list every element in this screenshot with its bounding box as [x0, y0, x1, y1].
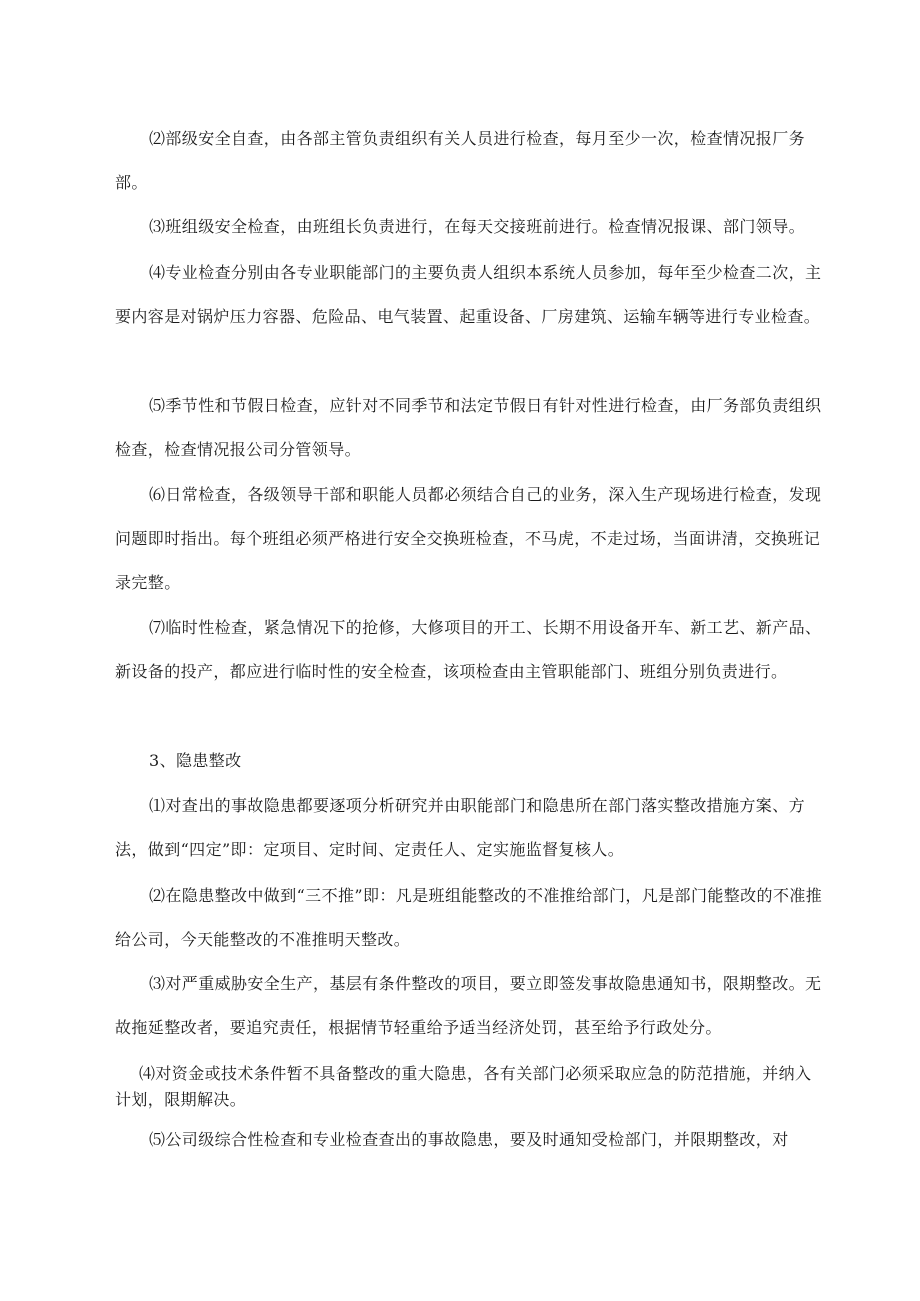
- paragraph-temporary-inspection: ⑺临时性检查，紧急情况下的抢修，大修项目的开工、长期不用设备开车、新工艺、新产品、新设备的投产，都应进行临时性的安全检查，该项检查由主管职能部门、班组分别负责进行。: [115, 618, 822, 681]
- paragraph-three-no-push: ⑵在隐患整改中做到“三不推”即：凡是班组能整改的不准推给部门，凡是部门能整改的不准推给公司，今天能整改的不准推明天整改。: [115, 886, 823, 949]
- paragraph-daily-inspection: ⑹日常检查，各级领导干部和职能人员都必须结合自己的业务，深入生产现场进行检查，发现问题即时指出。每个班组必须严格进行安全交换班检查，不马虎，不走过场，当面讲清，交换班记录完整。: [115, 485, 822, 592]
- paragraph-major-hazard: ⑷对资金或技术条件暂不具备整改的重大隐患，各有关部门必须采取应急的防范措施，并纳入计划，限期解决。: [115, 1064, 812, 1109]
- paragraph-professional-inspection: ⑷专业检查分别由各专业职能部门的主要负责人组织本系统人员参加，每年至少检查二次，主要内容是对锅炉压力容器、危险品、电气装置、起重设备、厂房建筑、运输车辆等进行专业检查。: [115, 263, 822, 326]
- section-heading-hazard-rectification: 3、隐患整改: [149, 751, 242, 770]
- paragraph-company-inspection: ⑸公司级综合性检查和专业检查查出的事故隐患，要及时通知受检部门，并限期整改，对: [149, 1130, 789, 1149]
- paragraph-seasonal-inspection: ⑸季节性和节假日检查，应针对不同季节和法定节假日有针对性进行检查，由厂务部负责组织检查，检查情况报公司分管领导。: [115, 396, 822, 459]
- paragraph-four-fixed: ⑴对查出的事故隐患都要逐项分析研究并由职能部门和隐患所在部门落实整改措施方案、方法，做到“四定”即：定项目、定时间、定责任人、定实施监督复核人。: [115, 796, 806, 859]
- paragraph-department-self-inspection: ⑵部级安全自查，由各部主管负责组织有关人员进行检查，每月至少一次，检查情况报厂务部。: [115, 129, 806, 192]
- paragraph-serious-threat: ⑶对严重威胁安全生产，基层有条件整改的项目，要立即签发事故隐患通知书，限期整改。无故拖延整改者，要追究责任，根据情节轻重给予适当经济处罚，甚至给予行政处分。: [115, 974, 822, 1037]
- paragraph-team-safety-inspection: ⑶班组级安全检查，由班组长负责进行，在每天交接班前进行。检查情况报课、部门领导。: [149, 217, 806, 236]
